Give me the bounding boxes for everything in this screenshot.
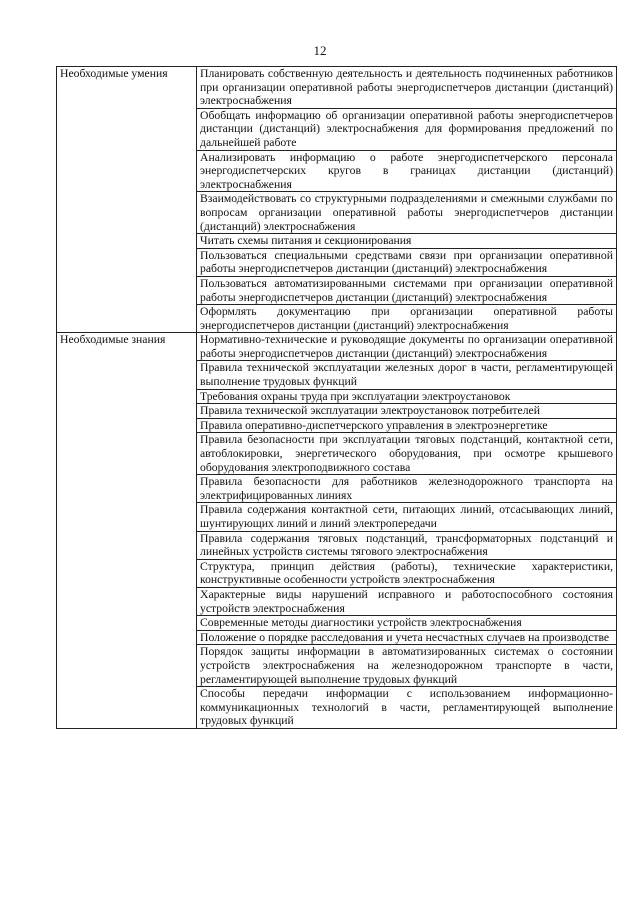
- requirement-item: Пользоваться специальными средствами связи при организации оперативной работы энергодиспетчеров дистанции (дистанций) электроснабжения: [197, 248, 617, 276]
- section-label: Необходимые знания: [57, 333, 197, 729]
- requirement-item: Планировать собственную деятельность и деятельность подчиненных работников при организации оперативной работы энергодиспетчеров дистанции (дистанций) электроснабжения: [197, 67, 617, 109]
- requirement-item: Взаимодействовать со структурными подразделениями и смежными службами по вопросам организации оперативной работы энергодиспетчеров дистанции (дистанций) электроснабжения: [197, 192, 617, 234]
- requirement-item: Правила технической эксплуатации железных дорог в части, регламентирующей выполнение трудовых функций: [197, 361, 617, 389]
- requirement-item: Правила технической эксплуатации электроустановок потребителей: [197, 404, 617, 419]
- requirement-item: Структура, принцип действия (работы), технические характеристики, конструктивные особенности устройств электроснабжения: [197, 559, 617, 587]
- requirement-item: Требования охраны труда при эксплуатации электроустановок: [197, 389, 617, 404]
- page-number: 12: [313, 43, 327, 58]
- requirement-item: Оформлять документацию при организации оперативной работы энергодиспетчеров дистанции (дистанций) электроснабжения: [197, 305, 617, 333]
- requirement-item: Правила безопасности при эксплуатации тяговых подстанций, контактной сети, автоблокировки, энергетического оборудования, при осмотре крышевого оборудования электроподвижного состава: [197, 433, 617, 475]
- requirement-item: Правила содержания тяговых подстанций, трансформаторных подстанций и линейных устройств системы тягового электроснабжения: [197, 531, 617, 559]
- requirement-item: Читать схемы питания и секционирования: [197, 234, 617, 249]
- requirement-item: Способы передачи информации с использованием информационно-коммуникационных технологий в части, регламентирующей выполнение трудовых функций: [197, 687, 617, 729]
- requirement-item: Обобщать информацию об организации оперативной работы энергодиспетчеров дистанции (дистанций) электроснабжения для формирования предложений по дальнейшей работе: [197, 108, 617, 150]
- requirement-item: Правила оперативно-диспетчерского управления в электроэнергетике: [197, 418, 617, 433]
- requirement-item: Нормативно-технические и руководящие документы по организации оперативной работы энергодиспетчеров дистанции (дистанций) электроснабжения: [197, 333, 617, 361]
- requirement-item: Современные методы диагностики устройств электроснабжения: [197, 616, 617, 631]
- section-label: Необходимые умения: [57, 67, 197, 333]
- requirement-item: Анализировать информацию о работе энергодиспетчерского персонала энергодиспетчерских кругов в границах дистанции (дистанций) электроснабжения: [197, 150, 617, 192]
- requirement-item: Характерные виды нарушений исправного и работоспособного состояния устройств электроснабжения: [197, 587, 617, 615]
- table-row: [57, 333, 617, 361]
- table-row: [57, 67, 617, 109]
- requirements-table: [56, 66, 617, 729]
- requirement-item: Пользоваться автоматизированными системами при организации оперативной работы энергодиспетчеров дистанции (дистанций) электроснабжения: [197, 276, 617, 304]
- requirement-item: Правила безопасности для работников железнодорожного транспорта на электрифицированных линиях: [197, 475, 617, 503]
- requirement-item: Правила содержания контактной сети, питающих линий, отсасывающих линий, шунтирующих линий и линий электропередачи: [197, 503, 617, 531]
- requirement-item: Порядок защиты информации в автоматизированных системах о состоянии устройств электроснабжения на железнодорожном транспорте в части, регламентирующей выполнение трудовых функций: [197, 645, 617, 687]
- requirement-item: Положение о порядке расследования и учета несчастных случаев на производстве: [197, 630, 617, 645]
- requirements-table-body: [57, 67, 617, 729]
